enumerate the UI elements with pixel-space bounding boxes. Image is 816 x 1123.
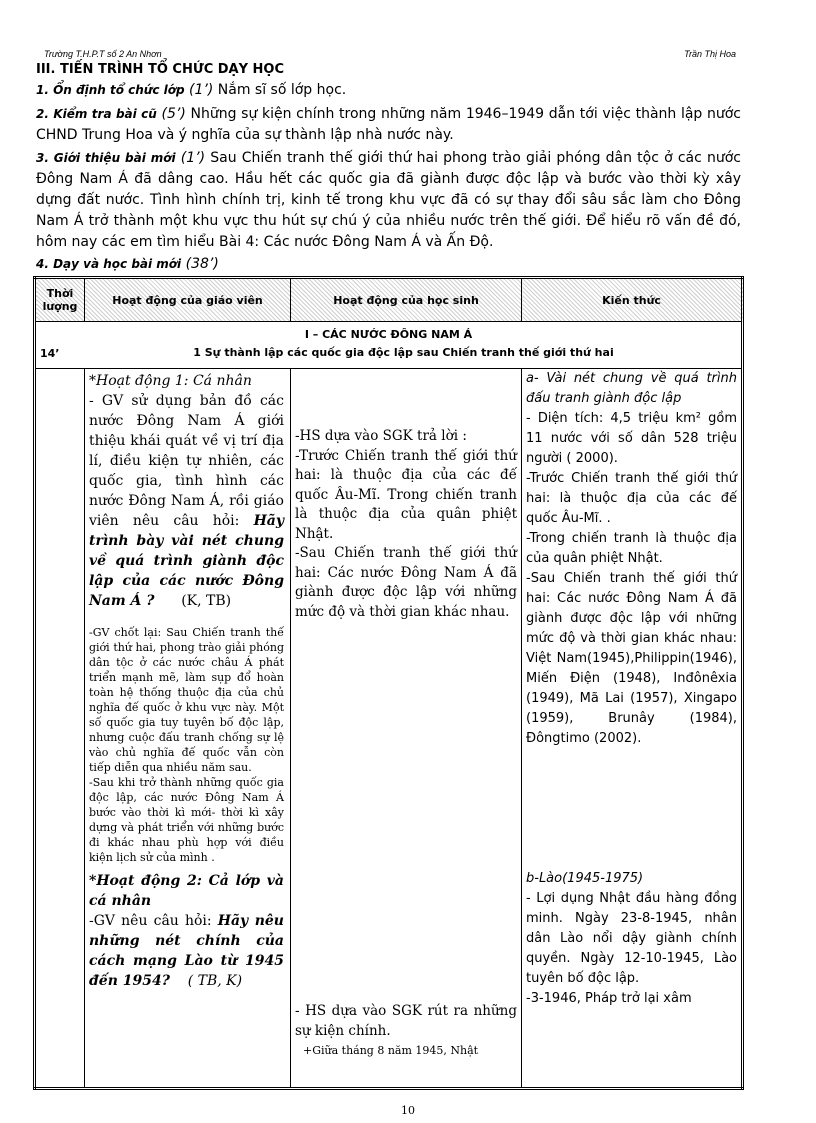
step-1-time: (1’) [189, 82, 214, 98]
step-2-label: 2. Kiểm tra bài cũ [36, 107, 157, 121]
page-number: 10 [401, 1104, 415, 1117]
student-cell [291, 369, 522, 1089]
act1-title: *Hoạt động 1: Cá nhân [89, 373, 252, 389]
col-header-knowledge: Kiến thức [522, 278, 743, 322]
step-4 [36, 254, 741, 275]
act2-title: *Hoạt động 2: Cả lớp và cá nhân [89, 873, 284, 909]
act1-text [89, 391, 284, 611]
time-value: 14’ [40, 347, 60, 360]
step-3-label: 3. Giới thiệu bài mới [36, 151, 176, 165]
step-4-label: 4. Dạy và học bài mới [36, 257, 182, 271]
step-2-text: Những sự kiện chính trong những năm 1946–1949 dẫn tới việc thành lập nước CHND Trung Hoa và ý nghĩa của sự thành lập nhà nước này. [36, 106, 742, 143]
knowledge-b-title: b-Lào(1945-1975) [526, 871, 644, 886]
student-b2: +Giữa tháng 8 năm 1945, Nhật [303, 1044, 479, 1057]
act2-question: Hãy nêu những nét chính của cách mạng Lào từ 1945 đến 1954? [89, 913, 284, 989]
teacher-cell [85, 369, 291, 1089]
step-1-label: 1. Ổn định tổ chức lớp [36, 83, 185, 97]
subsection-heading: 1 Sự thành lập các quốc gia độc lập sau Chiến tranh thế giới thứ hai [193, 346, 614, 359]
student-a2: -Trước Chiến tranh thế giới thứ hai: là thuộc địa của các đế quốc Âu-Mĩ. Trong chiến tranh là thuộc địa của quân phiệt Nhật. [295, 447, 517, 542]
time-cell [35, 369, 85, 1089]
knowledge-a4: -Sau Chiến tranh thế giới thứ hai: Các nước Đông Nam Á đã giành được độc lập với những mức độ và thời gian khác nhau: Việt Nam(1945),Philippin(1946), Miến Điện (1948), Inđônêxia (1949), Mã Lai (1957), Xingapo (1959), Brunây (1984), Đôngtimo (2002). [526, 571, 737, 746]
knowledge-a1: - Diện tích: 4,5 triệu km² gồm 11 nước với số dân 528 triệu người ( 2000). [526, 411, 737, 466]
step-4-time: (38’) [185, 256, 219, 272]
knowledge-a-title: a- Vài nét chung về quá trình đấu tranh giành độc lập [526, 371, 737, 406]
header-author: Trần Thị Hoa [684, 49, 736, 59]
header-school: Trường T.H.P.T số 2 An Nhơn [44, 49, 162, 59]
step-1-text: Nắm sĩ số lớp học. [217, 82, 347, 98]
section-title: III. TIẾN TRÌNH TỔ CHỨC DẠY HỌC [36, 62, 285, 77]
student-a3: -Sau Chiến tranh thế giới thứ hai: Các nước Đông Nam Á đã giành được độc lập với những mức độ và thời gian khác nhau. [295, 545, 517, 620]
step-1 [36, 80, 741, 101]
lesson-table [33, 276, 744, 1090]
section-row [35, 322, 743, 369]
col-header-student: Hoạt động của học sinh [291, 278, 522, 322]
col-header-time: Thời lượng [35, 278, 85, 322]
knowledge-a3: -Trong chiến tranh là thuộc địa của quân phiệt Nhật. [526, 531, 737, 566]
col-header-teacher: Hoạt động của giáo viên [85, 278, 291, 322]
act2-level: ( TB, K) [187, 973, 243, 989]
student-b1: - HS dựa vào SGK rút ra những sự kiện chính. [295, 1003, 517, 1039]
table-header-row [35, 278, 743, 322]
step-3 [36, 148, 741, 253]
knowledge-a2: -Trước Chiến tranh thế giới thứ hai: là thuộc địa của các đế quốc Âu-Mĩ. . [526, 471, 737, 526]
step-3-text: Sau Chiến tranh thế giới thứ hai phong trào giải phóng dân tộc ở các nước Đông Nam Á đã dâng cao. Hầu hết các quốc gia đã giành được độc lập và bước vào thời kỳ xây dựng đất nước. Tình hình chính trị, kinh tế trong khu vực đã có sự thay đổi sâu sắc làm cho Đông Nam Á trở thành một khu vực thu hút sự chú ý của nhiều nước trên thế giới. Để hiểu rõ vấn đề đó, hôm nay các em tìm hiểu Bài 4: Các nước Đông Nam Á và Ấn Độ. [36, 150, 742, 250]
knowledge-b2: -3-1946, Pháp trở lại xâm [526, 991, 692, 1006]
act1-conclusion2: -Sau khi trở thành những quốc gia độc lập, các nước Đông Nam Á bước vào thời kì mới- thời kì xây dựng và phát triển với những bước đi khác nhau phù hợp với điều kiện lịch sử của mình . [89, 776, 284, 864]
act1-intro: - GV sử dụng bản đồ các nước Đông Nam Á giới thiệu khái quát về vị trí địa lí, điều kiện tự nhiên, các quốc gia, tình hình các nước Đông Nam Á, rồi giáo viên nêu câu hỏi: [89, 393, 284, 529]
act1-level: (K, TB) [181, 593, 232, 609]
content-row [35, 369, 743, 1089]
section-heading: I – CÁC NƯỚC ĐÔNG NAM Á [304, 328, 473, 341]
step-2-time: (5’) [161, 106, 186, 122]
student-a1: -HS dựa vào SGK trả lời : [295, 428, 467, 444]
knowledge-cell [522, 369, 743, 1089]
act2-text [89, 911, 284, 991]
act1-question: Hãy trình bày vài nét chung về quá trình giành độc lập của các nước Đông Nam Á ? [89, 513, 285, 609]
knowledge-b1: - Lợi dụng Nhật đầu hàng đồng minh. Ngày 23-8-1945, nhân dân Lào nổi dậy giành chính quyền. Ngày 12-10-1945, Lào tuyên bố độc lập. [526, 891, 737, 986]
act1-conclusion: -GV chốt lại: Sau Chiến tranh thế giới thứ hai, phong trào giải phóng dân tộc ở các nước châu Á phát triển mạnh mẽ, làm sụp đổ hoàn toàn hệ thống thuộc địa của chủ nghĩa đế quốc ở khu vực này. Một số quốc gia tuy tuyên bố độc lập, nhưng cuộc đấu tranh chống sự lệ vào chủ nghĩa đế quốc vẫn còn tiếp diễn qua nhiều năm sau. [89, 626, 284, 774]
step-2 [36, 104, 741, 146]
act2-intro: -GV nêu câu hỏi: [89, 913, 212, 929]
step-3-time: (1’) [180, 150, 206, 166]
